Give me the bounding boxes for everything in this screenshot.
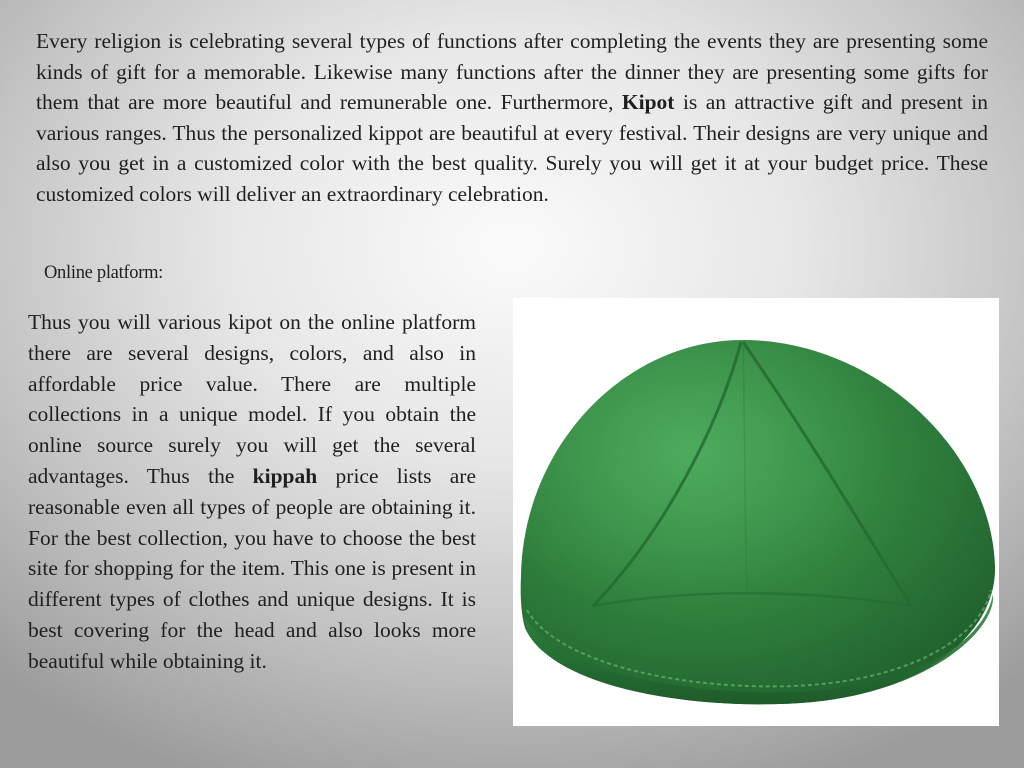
intro-text-end: is an attractive gift and present in various ranges. Thus the personalized kippot are beautiful at every festival. Their designs are very unique and also you get in a customized color with the best quality. Surely you will get it at your budget price. These customized colors will deliver an extraordinary celebration.	[36, 90, 988, 206]
online-platform-paragraph	[28, 307, 476, 677]
online-bold-term: kippah	[252, 463, 318, 488]
kippah-photo	[513, 298, 999, 726]
intro-paragraph	[36, 26, 988, 209]
intro-text-start: Every religion is celebrating several types of functions after completing the events they are presenting some kinds of gift for a memorable. Likewise many functions after the dinner they are presenting some gifts for them that are more beautiful and remunerable one. Furthermore,	[36, 29, 988, 114]
online-text-end: price lists are reasonable even all types of people are obtaining it. For the best collection, you have to choose the best site for shopping for the item. This one is present in different types of clothes and unique designs. It is best covering for the head and also looks more beautiful while obtaining it.	[28, 463, 477, 673]
section-heading: Online platform:	[44, 263, 164, 283]
intro-bold-term: Kipot	[621, 90, 675, 114]
online-text-start: Thus you will various kipot on the online platform there are several designs, colors, and also in affordable price value. There are multiple collections in a unique model. If you obtain the online source surely you will get the several advantages. Thus the	[28, 310, 476, 488]
green-kippah-image	[513, 298, 999, 726]
